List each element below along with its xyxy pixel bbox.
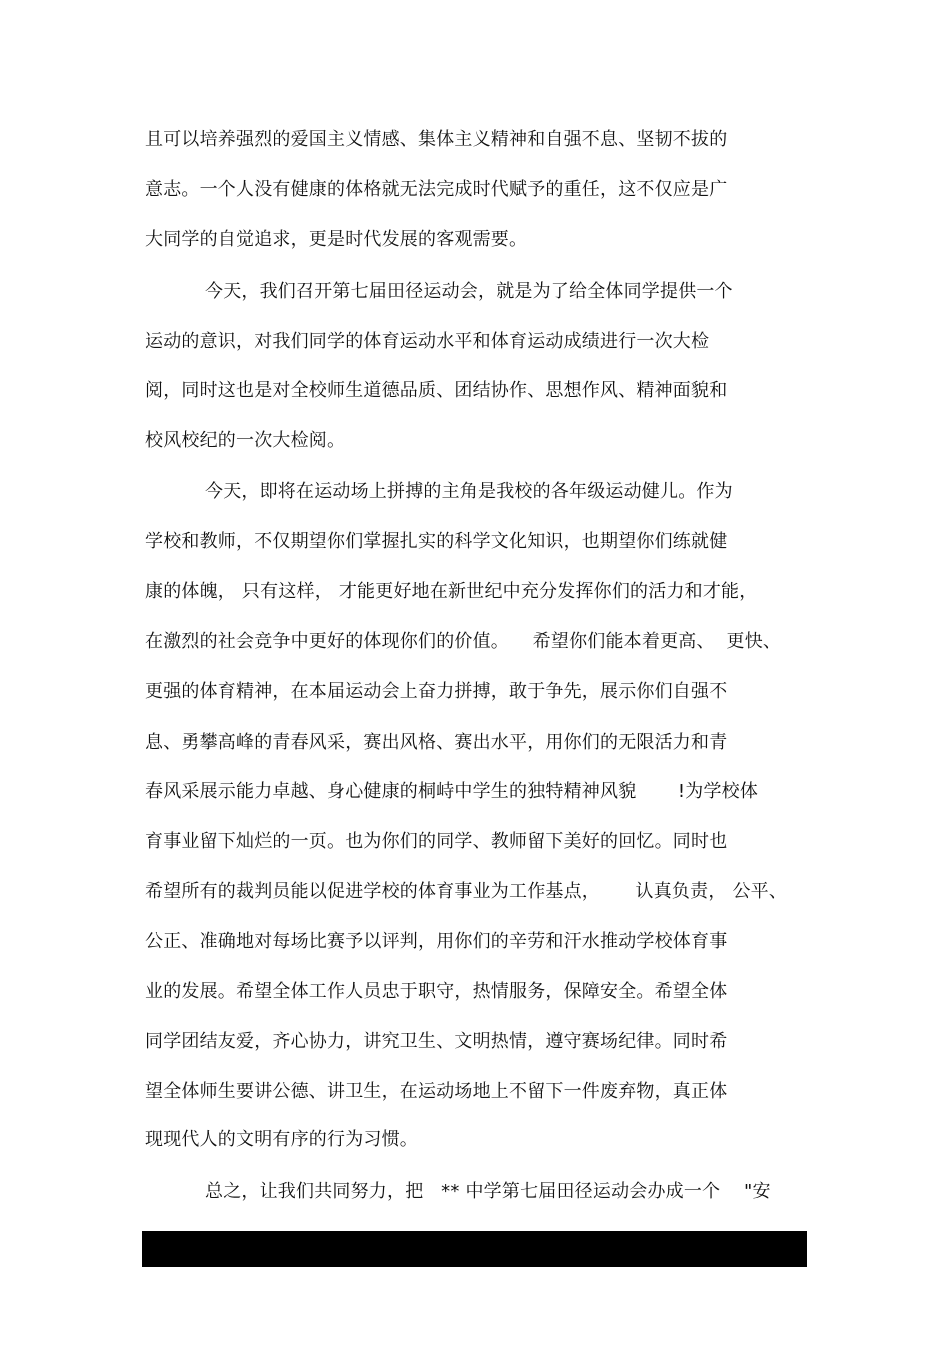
text-line: 公正、准确地对每场比赛予以评判，用你们的辛劳和汗水推动学校体育事 bbox=[145, 931, 728, 952]
text-line: 望全体师生要讲公德、讲卫生，在运动场地上不留下一件废弃物，真正体 bbox=[145, 1081, 728, 1102]
text-line: 春风采展示能力卓越、身心健康的桐峙中学生的独特精神风貌 !为学校体 bbox=[145, 781, 759, 802]
text-line: 希望所有的裁判员能以促进学校的体育事业为工作基点， 认真负责， 公平、 bbox=[145, 881, 788, 902]
text-line: 更强的体育精神，在本届运动会上奋力拼搏，敢于争先，展示你们自强不 bbox=[145, 681, 728, 702]
redaction-bar bbox=[142, 1231, 807, 1267]
text-line: 康的体魄， 只有这样， 才能更好地在新世纪中充分发挥你们的活力和才能， bbox=[145, 581, 758, 602]
text-line: 在激烈的社会竞争中更好的体现你们的价值。 希望你们能本着更高、 更快、 bbox=[145, 631, 782, 652]
text-line: 大同学的自觉追求，更是时代发展的客观需要。 bbox=[145, 229, 528, 250]
text-line: 校风校纪的一次大检阅。 bbox=[145, 430, 346, 451]
text-line: 意志。一个人没有健康的体格就无法完成时代赋予的重任，这不仅应是广 bbox=[145, 179, 728, 200]
paragraph-first-line: 今天，我们召开第七届田径运动会，就是为了给全体同学提供一个 bbox=[205, 281, 733, 302]
text-line: 业的发展。希望全体工作人员忠于职守，热情服务，保障安全。希望全体 bbox=[145, 981, 728, 1002]
text-line: 且可以培养强烈的爱国主义情感、集体主义精神和自强不息、坚韧不拔的 bbox=[145, 129, 728, 150]
text-line: 阅，同时这也是对全校师生道德品质、团结协作、思想作风、精神面貌和 bbox=[145, 380, 728, 401]
paragraph-first-line: 总之，让我们共同努力，把 ** 中学第七届田径运动会办成一个 "安 bbox=[205, 1181, 771, 1202]
text-line: 同学团结友爱，齐心协力，讲究卫生、文明热情，遵守赛场纪律。同时希 bbox=[145, 1031, 728, 1052]
text-line: 学校和教师，不仅期望你们掌握扎实的科学文化知识，也期望你们练就健 bbox=[145, 531, 728, 552]
text-line: 现现代人的文明有序的行为习惯。 bbox=[145, 1129, 418, 1150]
text-line: 息、勇攀高峰的青春风采，赛出风格、赛出水平，用你们的无限活力和青 bbox=[145, 732, 728, 753]
paragraph-first-line: 今天，即将在运动场上拼搏的主角是我校的各年级运动健儿。作为 bbox=[205, 481, 733, 502]
text-line: 运动的意识，对我们同学的体育运动水平和体育运动成绩进行一次大检 bbox=[145, 331, 710, 352]
text-line: 育事业留下灿烂的一页。也为你们的同学、教师留下美好的回忆。同时也 bbox=[145, 831, 728, 852]
